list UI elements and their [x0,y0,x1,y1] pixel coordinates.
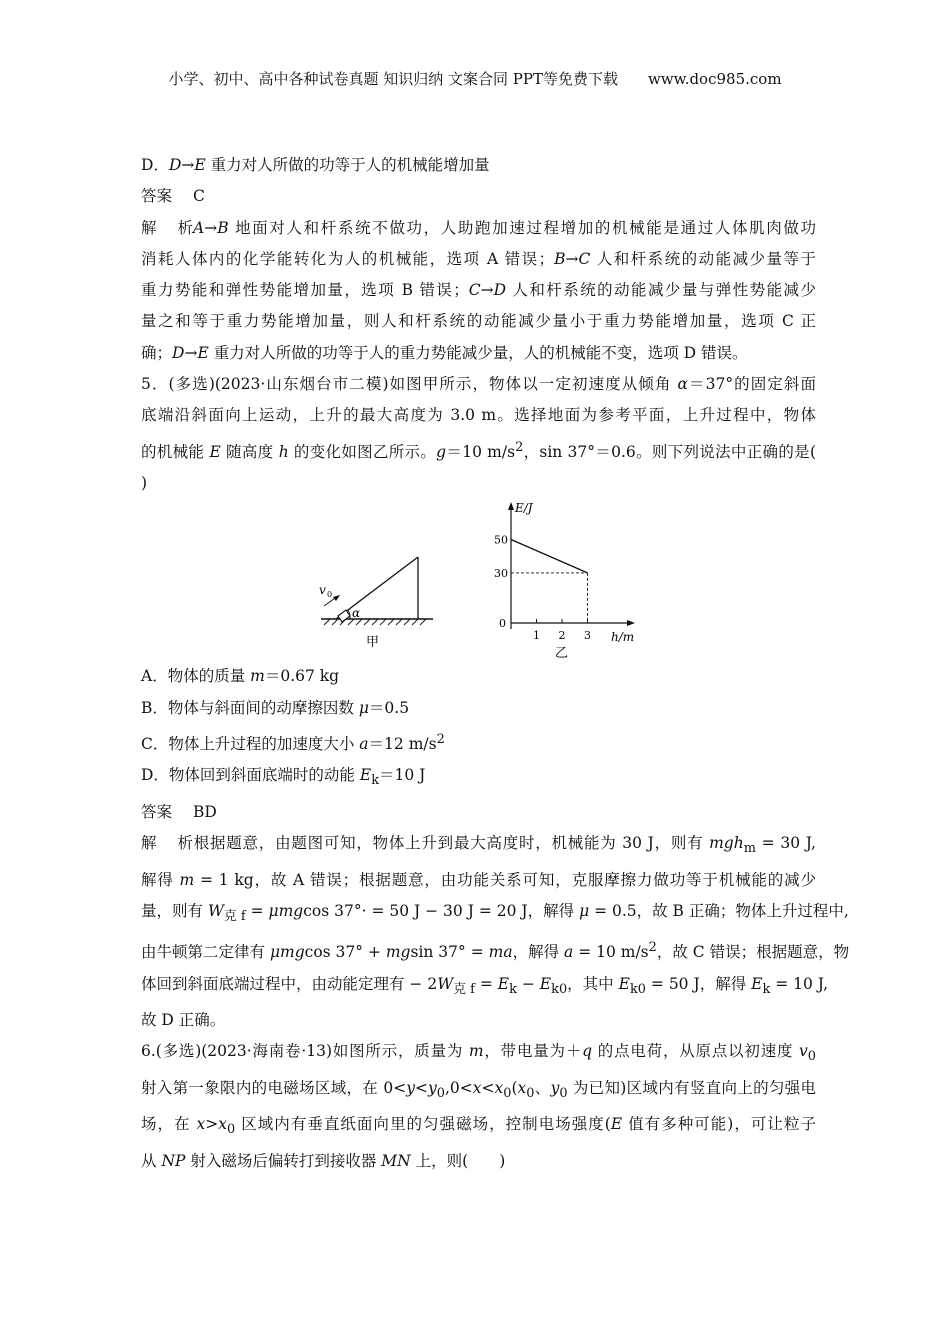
q4-analysis-line: 重力势能和弹性势能增加量，选项 B 错误；C→D 人和杆系统的动能减少量与弹性势能减少 [141,281,816,300]
figure-yi-caption: 乙 [555,646,569,662]
v0-subscript: 0 [327,590,333,600]
q5-analysis-line: 故 D 正确。 [141,1011,226,1030]
page-header: 小学、初中、高中各种试卷真题 知识归纳 文案合同 PPT等免费下载 www.doc985.com [168,70,782,88]
q4-analysis-line: 确；D→E 重力对人所做的功等于人的重力势能减少量，人的机械能不变，选项 D 错误。 [141,343,748,362]
series-line-E [511,540,588,573]
origin-label: 0 [499,617,506,631]
y-tick-label: 30 [494,567,508,581]
q6-stem-line: 从 NP 射入磁场后偏转打到接收器 MN 上，则( ) [141,1151,506,1170]
q4-analysis-line: 解析A→B 地面对人和杆系统不做功，人助跑加速过程增加的机械能是通过人体肌肉做功 [141,218,816,237]
q5-stem-line: 5．(多选)(2023·山东烟台市二模)如图甲所示，物体以一定初速度从倾角 α＝37°的固定斜面 [141,375,816,394]
alpha-label: α [352,606,361,621]
q5-option-c: C．物体上升过程的加速度大小 a＝12 $m/s^2$ [141,732,445,754]
figure-jia [316,537,456,662]
x-axis-label: h/m [611,630,635,645]
q5-analysis-line: 由牛顿第二定律有 μmgcos 37° + mgsin 37° = ma，解得 a = 10 $m/s^2$，故 C 错误；根据题意，物 [141,940,850,962]
q6-stem-line: 6.(多选)(2023·海南卷·13)如图所示，质量为 m，带电量为＋q 的点电荷，从原点以初速度 $v_0$ [141,1042,816,1065]
q5-figures [141,499,816,661]
q5-stem-line: 底端沿斜面向上运动，上升的最大高度为 3.0 m。选择地面为参考平面，上升过程中，物体 [141,406,816,425]
figure-yi-chart [483,499,643,661]
q5-stem-line: 的机械能 E 随高度 h 的变化如图乙所示。g＝10 $m/s^2$，sin 37°＝0.6。则下列说法中正确的是( [141,439,816,461]
q6-stem-line: 场，在 $x>x_0$ 区域内有垂直纸面向里的匀强磁场，控制电场强度(E 值有多种可能)，可让粒子 [141,1115,816,1138]
q4-answer: 答案 C [141,187,205,206]
document-body [141,150,850,1177]
q5-option-a: A．物体的质量 m＝0.67 kg [141,667,340,686]
q5-analysis-line: 解析根据题意，由题图可知，物体上升到最大高度时，机械能为 30 J，则有 mgh$_m$ = 30 J, [141,834,816,857]
v0-label: v [319,583,326,598]
q4-analysis-line: 量之和等于重力势能增加量，则人和杆系统的动能减少量小于重力势能增加量，选项 C 正 [141,312,816,331]
q5-analysis-line: 解得 m = 1 kg，故 A 错误；根据题意，由功能关系可知，克服摩擦力做功等于机械能的减少 [141,870,816,889]
q4-option-d: D．D→E 重力对人所做的功等于人的机械能增加量 [141,156,490,174]
figure-jia-caption: 甲 [366,635,380,651]
x-tick-label: 3 [584,629,591,643]
y-axis-label: E/J [515,501,533,516]
q5-option-b: B．物体与斜面间的动摩擦因数 μ＝0.5 [141,698,410,717]
q6-stem-line: 射入第一象限内的电磁场区域，在 $0<y<y_0,0<x<x_0(x_0$、$y_0$ 为已知)区域内有竖直向上的匀强电 [141,1078,816,1101]
q4-analysis-line: 消耗人体内的化学能转化为人的机械能，选项 A 错误；B→C 人和杆系统的动能减少量等于 [141,249,816,268]
x-tick-label: 1 [533,629,540,643]
q5-option-d: D．物体回到斜面底端时的动能 $E_k=10$ J [141,766,426,789]
q5-analysis-line: 体回到斜面底端过程中，由动能定理有 − $2W_{克 f} = E_k - E_{k0}$，其中 $E_{k0} = 50$ J，解得 $E_k = 10$ J, [141,974,829,997]
q5-analysis-line: 量，则有 $W_{克 f} = \mu mgcos$ 37°· = 50 J − 30 J = 20 J，解得 μ = 0.5，故 B 正确；物体上升过程中, [141,901,849,924]
y-tick-label: 50 [494,533,508,547]
q5-stem-line: ) [141,474,148,493]
block-shape [338,610,350,622]
q5-answer: 答案 BD [141,802,217,821]
x-tick-label: 2 [558,629,566,643]
